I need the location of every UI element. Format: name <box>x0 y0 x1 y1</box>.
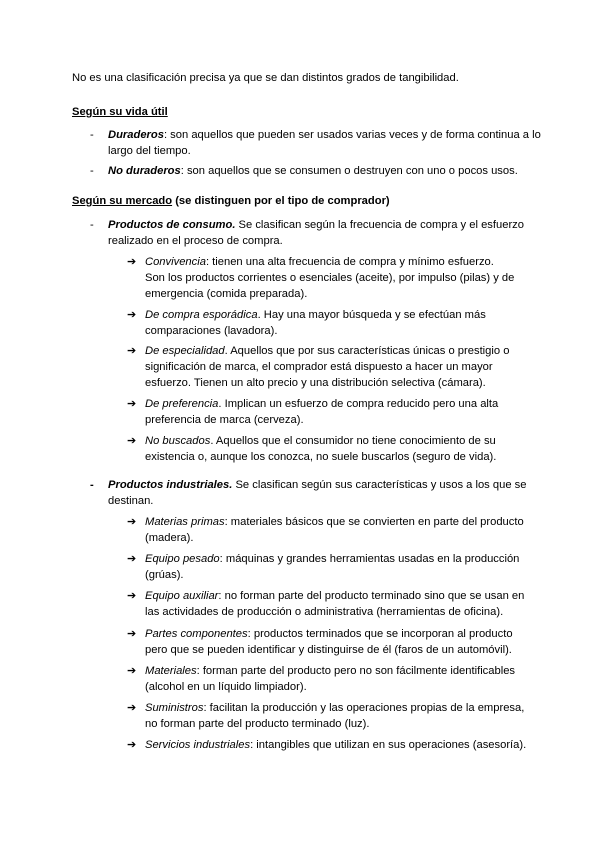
arrow-icon: ➔ <box>127 702 137 714</box>
sub-list-item <box>145 343 515 391</box>
arrow-icon: ➔ <box>127 553 137 565</box>
term: No buscados <box>145 435 211 447</box>
term: Productos industriales. <box>108 479 233 491</box>
list-marker: - <box>90 165 94 177</box>
term-description: . Hay una mayor búsqueda y se efectúan más comparaciones (lavadora). <box>145 309 486 337</box>
term-description: : intangibles que utilizan en sus operaciones (asesoría). <box>250 739 527 751</box>
sub-list-item <box>145 254 515 302</box>
term: Equipo pesado <box>145 553 220 565</box>
sub-list-item <box>145 588 530 620</box>
term-description: : son aquellos que pueden ser usados varias veces y de forma continua a lo largo del tiempo. <box>108 129 541 157</box>
term-description: : no forman parte del producto terminado sino que se usan en las actividades de producción o administrativa (herramientas de oficina). <box>145 590 525 618</box>
arrow-icon: ➔ <box>127 435 137 447</box>
list-marker: - <box>90 129 94 141</box>
term: Duraderos <box>108 129 164 141</box>
term: Partes componentes <box>145 628 248 640</box>
arrow-icon: ➔ <box>127 628 137 640</box>
term: Convivencia <box>145 256 206 268</box>
term: Materiales <box>145 665 197 677</box>
section-heading-vida-util: Según su vida útil <box>72 106 168 118</box>
arrow-icon: ➔ <box>127 590 137 602</box>
term: De preferencia <box>145 398 219 410</box>
arrow-icon: ➔ <box>127 398 137 410</box>
term-description: : máquinas y grandes herramientas usadas en la producción (grúas). <box>145 553 520 581</box>
term-description: : productos terminados que se incorporan al producto pero que se pueden identificar y distinguirse de él (faros de un automóvil). <box>145 628 513 656</box>
arrow-icon: ➔ <box>127 665 137 677</box>
term: De especialidad <box>145 345 225 357</box>
term-description: : son aquellos que se consumen o destruyen con uno o pocos usos. <box>180 165 518 177</box>
sub-list-item <box>145 514 530 546</box>
sub-list-item <box>145 396 515 428</box>
term: Servicios industriales <box>145 739 251 751</box>
term: Productos de consumo. <box>108 219 236 231</box>
term: No duraderos <box>108 165 181 177</box>
term-description: Se clasifican según la frecuencia de compra y el esfuerzo realizado en el proceso de compra. <box>108 219 524 247</box>
term-description: : materiales básicos que se convierten en parte del producto (madera). <box>145 516 524 544</box>
arrow-icon: ➔ <box>127 345 137 357</box>
term: Suministros <box>145 702 204 714</box>
list-marker: - <box>90 219 94 231</box>
intro-paragraph: No es una clasificación precisa ya que se dan distintos grados de tangibilidad. <box>72 72 459 84</box>
term-description: : facilitan la producción y las operaciones propias de la empresa, no forman parte del producto terminado (luz). <box>145 702 525 730</box>
section-heading-text: Según su mercado <box>72 195 173 207</box>
term: Equipo auxiliar <box>145 590 219 602</box>
section-heading-mercado <box>72 193 390 209</box>
sub-list-item <box>145 626 530 658</box>
list-item <box>108 127 548 159</box>
list-item <box>108 163 548 179</box>
term-description: : forman parte del producto pero no son fácilmente identificables (alcohol en un líquido limpiador). <box>145 665 516 693</box>
arrow-icon: ➔ <box>127 309 137 321</box>
sub-list-item <box>145 737 545 753</box>
term: De compra esporádica <box>145 309 258 321</box>
arrow-icon: ➔ <box>127 739 137 751</box>
sub-list-item <box>145 307 515 339</box>
sub-list-item <box>145 433 515 465</box>
arrow-icon: ➔ <box>127 256 137 268</box>
section-heading-note: (se distinguen por el tipo de comprador) <box>172 195 390 207</box>
term-description: . Implican un esfuerzo de compra reducido pero una alta preferencia de marca (cerveza). <box>145 398 499 426</box>
sub-list-item <box>145 700 530 732</box>
list-marker: - <box>90 479 94 491</box>
arrow-icon: ➔ <box>127 516 137 528</box>
term-description: . Aquellos que por sus características únicas o prestigio o significación de marca, el comprador está dispuesto a hacer un mayor esfuerzo. Tienen un alto precio y una distribución selectiva (cámara). <box>145 345 510 389</box>
term-description: : tienen una alta frecuencia de compra y mínimo esfuerzo. Son los productos corrientes o esenciales (aceite), por impulso (pilas) y de emergencia (comida preparada). <box>145 256 515 300</box>
list-item <box>108 217 528 249</box>
term-description: . Aquellos que el consumidor no tiene conocimiento de su existencia o, aunque los conozca, no suele buscarlos (seguro de vida). <box>145 435 497 463</box>
term: Materias primas <box>145 516 225 528</box>
list-item <box>108 477 528 509</box>
sub-list-item <box>145 551 530 583</box>
term-description: Se clasifican según sus características y usos a los que se destinan. <box>108 479 527 507</box>
sub-list-item <box>145 663 530 695</box>
